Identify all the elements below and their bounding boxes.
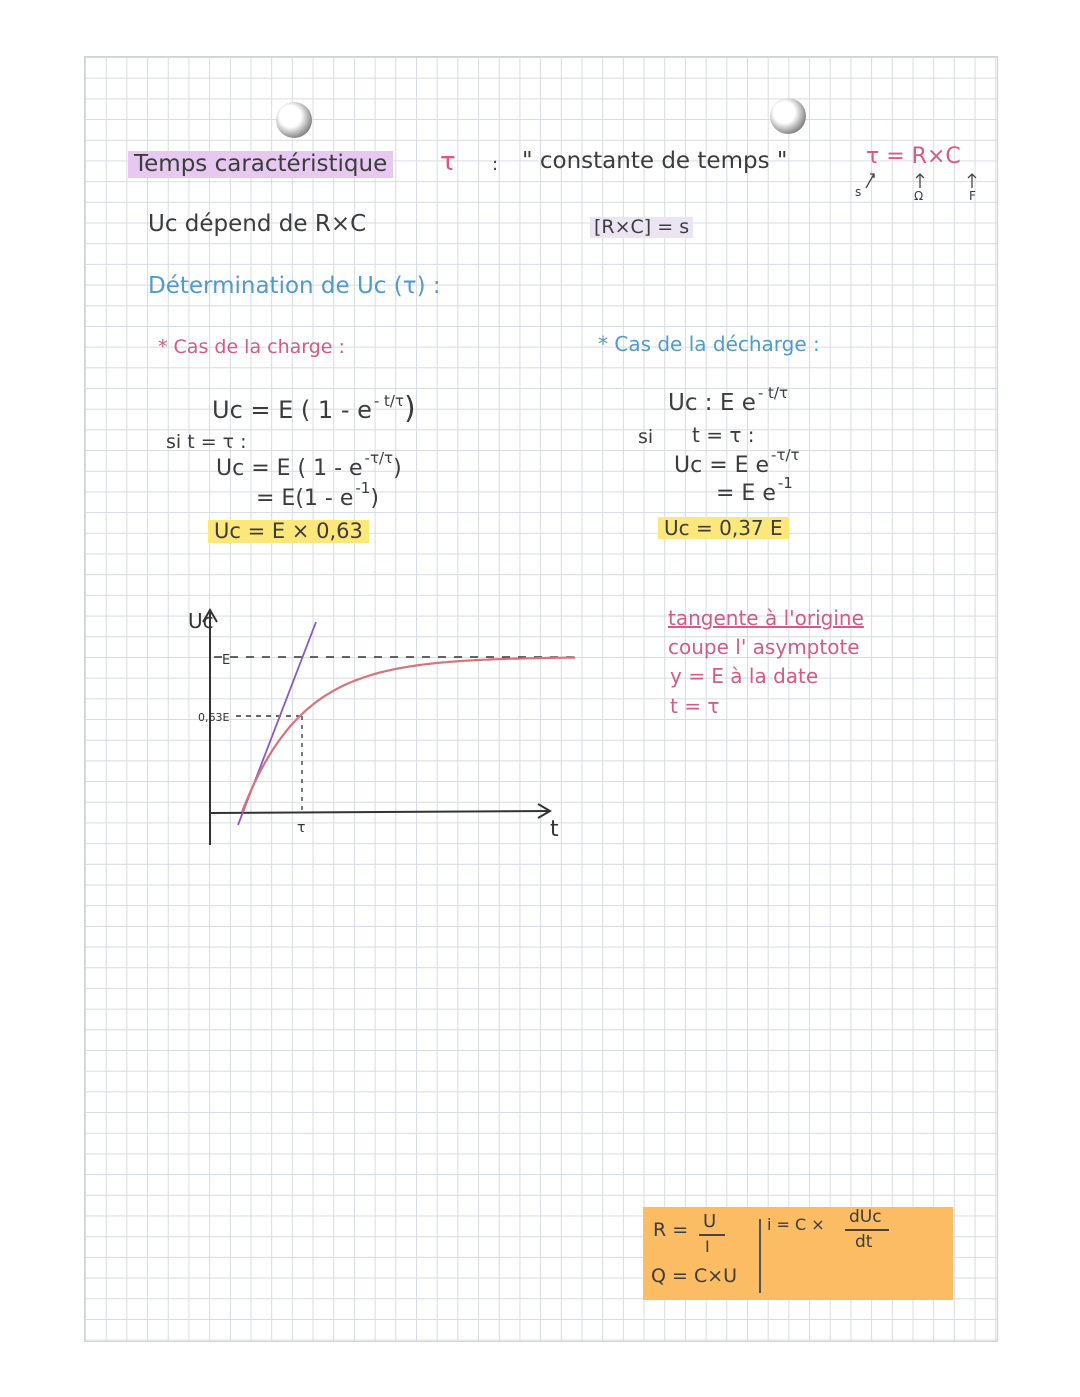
header-colon: : xyxy=(492,154,499,175)
binder-hole-left xyxy=(276,102,312,138)
charge-heading: * Cas de la charge : xyxy=(158,336,345,358)
level-e-label: E xyxy=(222,653,231,668)
charge-formula: Q = C×U xyxy=(651,1265,738,1287)
tau-tick-label: τ xyxy=(297,820,306,836)
page-title: Temps caractéristique xyxy=(128,151,393,178)
charge-condition: si t = τ : xyxy=(166,431,247,453)
charge-result: Uc = E × 0,63 xyxy=(208,520,369,543)
constant-label: " constante de temps " xyxy=(522,148,788,174)
current-numerator: dUc xyxy=(849,1207,882,1227)
charge-eq2: Uc = E ( 1 - e $^{-\tau/\tau}$) xyxy=(216,449,402,481)
formula-divider xyxy=(759,1219,761,1293)
decharge-si: si xyxy=(638,426,654,448)
decharge-eq2: Uc = E e $^{-\tau/\tau}$ xyxy=(674,446,800,478)
charge-eq1: Uc = E ( 1 - e $^{- t/\tau}$) xyxy=(212,391,416,426)
note-line-1: tangente à l'origine xyxy=(668,606,864,630)
unit-s: s xyxy=(855,185,862,199)
decharge-heading: * Cas de la décharge : xyxy=(598,332,820,356)
fraction-bar xyxy=(699,1234,725,1236)
current-denominator: dt xyxy=(855,1232,873,1252)
level-063-label: 0,63E xyxy=(198,711,230,724)
binder-hole-right xyxy=(770,98,806,134)
x-axis xyxy=(210,811,550,813)
unit-ohm: Ω xyxy=(914,189,924,203)
decharge-eq1: Uc : E e $^{- t/\tau}$ xyxy=(668,384,789,416)
charge-curve xyxy=(242,658,575,812)
resistance-denominator: I xyxy=(705,1237,710,1256)
resistance-lhs: R = xyxy=(653,1219,689,1241)
tau-symbol: τ xyxy=(440,147,456,177)
depends-line: Uc dépend de R×C xyxy=(148,211,367,237)
note-line-2: coupe l' asymptote xyxy=(668,635,860,659)
current-lhs: i = C × xyxy=(767,1215,825,1234)
note-line-3: y = E à la date xyxy=(670,664,819,688)
charge-graph xyxy=(170,600,590,850)
decharge-result: Uc = 0,37 E xyxy=(658,517,789,539)
y-axis-label: Uc xyxy=(188,609,214,633)
unit-arrows xyxy=(850,168,990,192)
formula-box xyxy=(643,1207,953,1300)
decharge-condition: t = τ : xyxy=(692,423,755,447)
unit-f: F xyxy=(969,189,976,203)
dimension-line: [R×C] = s xyxy=(590,217,693,238)
charge-eq3: = E(1 - e $^{-1}$) xyxy=(256,479,379,511)
fraction-bar xyxy=(845,1229,889,1231)
x-axis-label: t xyxy=(550,817,559,842)
resistance-numerator: U xyxy=(703,1211,717,1232)
decharge-eq3: = E e $^{-1}$ xyxy=(716,474,793,506)
note-line-4: t = τ xyxy=(670,694,720,718)
tau-formula: τ = R×C xyxy=(866,144,961,169)
determination-heading: Détermination de Uc (τ) : xyxy=(148,273,441,299)
